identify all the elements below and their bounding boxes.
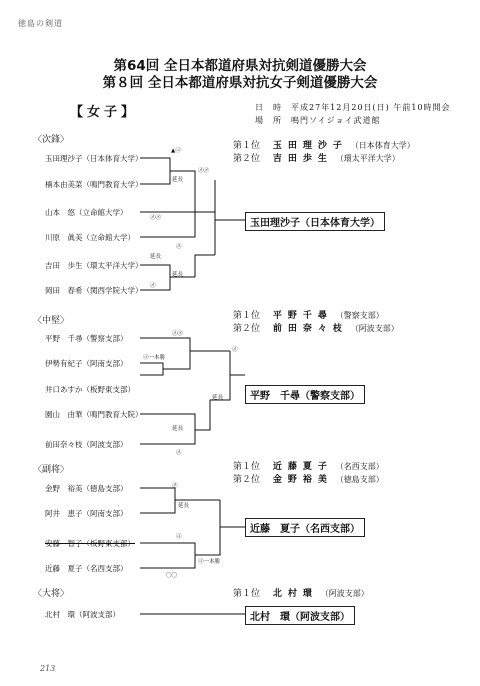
result-org: （阿波支部） [350,324,399,333]
header-note: 徳島の剣道 [18,19,63,28]
result-name: 近藤夏子 [272,462,333,472]
bout-annotation: ㋱㋱ [150,215,162,221]
event-date: 日 時 平成27年12月20日(日) 午前10時開会 [255,103,451,112]
result-name: 前田奈々枝 [272,324,348,334]
player-name: 岡田 春希（関西学院大学） [45,286,143,295]
result-rank: 第２位 [233,475,261,485]
result-row [233,138,415,151]
player-name: 近藤 夏子（名西支部） [45,564,128,573]
player-name: 阿井 恵子（阿南支部） [45,509,128,518]
section-label-taisho: 〈大将〉 [33,589,70,599]
winner-box: 北村 環（阿波支部） [245,606,355,625]
result-name: 玉田理沙子 [272,141,348,151]
section-label-chuken: 〈中堅〉 [33,316,70,326]
bout-annotation: 〇〇 [166,573,178,579]
result-rank: 第１位 [233,589,261,599]
player-name: 安藤 智子（板野東支部） [45,539,135,548]
result-row [233,472,384,485]
player-name: 楠本由美菜（鳴門教育大学） [45,180,143,189]
bout-annotation: ㋙ [176,534,182,540]
result-rank: 第１位 [233,141,261,151]
result-org: （阿波支部） [320,589,369,598]
player-name: 川原 眞美（立命館大学） [45,233,135,242]
bout-annotation: ㋱㋱ [172,331,184,337]
result-rank: 第２位 [233,154,261,164]
winner-box: 近藤 夏子（名西支部） [245,518,365,537]
result-name: 平野千尋 [272,311,333,321]
event-venue: 場 所 鳴門ソイジョイ武道館 [255,116,381,125]
bout-annotation: ㋱ [172,483,178,489]
bout-annotation: 延長 [212,395,224,401]
player-name: 伊勢有紀子（阿南支部） [45,359,128,368]
result-row [233,151,400,164]
page-number: 213 [40,664,56,673]
result-row [233,321,399,334]
result-name: 北村環 [272,589,318,599]
result-rank: 第１位 [233,311,261,321]
bout-annotation: 延長 [172,272,184,278]
result-org: （警察支部） [335,311,384,320]
result-org: （名西支部） [335,462,384,471]
bout-annotation: ㋙一本勝 [143,355,166,361]
bout-annotation: 延長 [150,254,162,260]
section-label-jiho: 〈次鋒〉 [33,135,70,145]
result-row [233,459,384,472]
player-name: 園山 由華（鳴門教育大院） [45,410,143,419]
result-row [233,586,369,599]
player-name: 北村 環（阿波支部） [45,610,120,619]
bout-annotation: ㋱㋱ [198,168,210,174]
result-name: 金野裕美 [272,475,333,485]
title-line-2: 第８回 全日本都道府県対抗女子剣道優勝大会 [102,75,378,91]
bout-annotation: ㋱ [232,347,238,353]
result-org: （日本体育大学） [350,141,415,150]
result-name: 吉田歩生 [272,154,333,164]
category-label: 【女子】 [70,105,139,120]
bout-annotation: 延長 [172,177,184,183]
winner-box: 玉田理沙子（日本体育大学） [245,212,385,231]
bout-annotation: ▲㋙ [171,148,181,154]
bout-annotation: ㋱ [176,244,182,250]
player-name: 吉田 歩生（環太平洋大学） [45,261,143,270]
player-name: 金野 裕美（徳島支部） [45,484,128,493]
bout-annotation: ㋱ [176,450,182,456]
player-name: 平野 千尋（警察支部） [45,334,128,343]
player-name: 山本 悠（立命館大学） [45,208,128,217]
player-name: 前田奈々枝（阿波支部） [45,440,128,449]
result-row [233,308,384,321]
bout-annotation: ㋙一本勝 [198,559,221,565]
bout-annotation: 延長 [178,503,190,509]
result-org: （環太平洋大学） [335,154,400,163]
player-name: 井口あすか（板野東支部） [45,385,135,394]
result-rank: 第１位 [233,462,261,472]
winner-box: 平野 千尋（警察支部） [245,385,365,404]
player-name: 玉田理沙子（日本体育大学） [45,154,143,163]
result-org: （徳島支部） [335,475,384,484]
bout-annotation: ㋱ [150,283,156,289]
title-line-1: 第64回 全日本都道府県対抗剣道優勝大会 [113,58,367,74]
result-rank: 第２位 [233,324,261,334]
bout-annotation: 延長 [172,426,184,432]
section-label-fukusho: 〈副将〉 [33,465,70,475]
